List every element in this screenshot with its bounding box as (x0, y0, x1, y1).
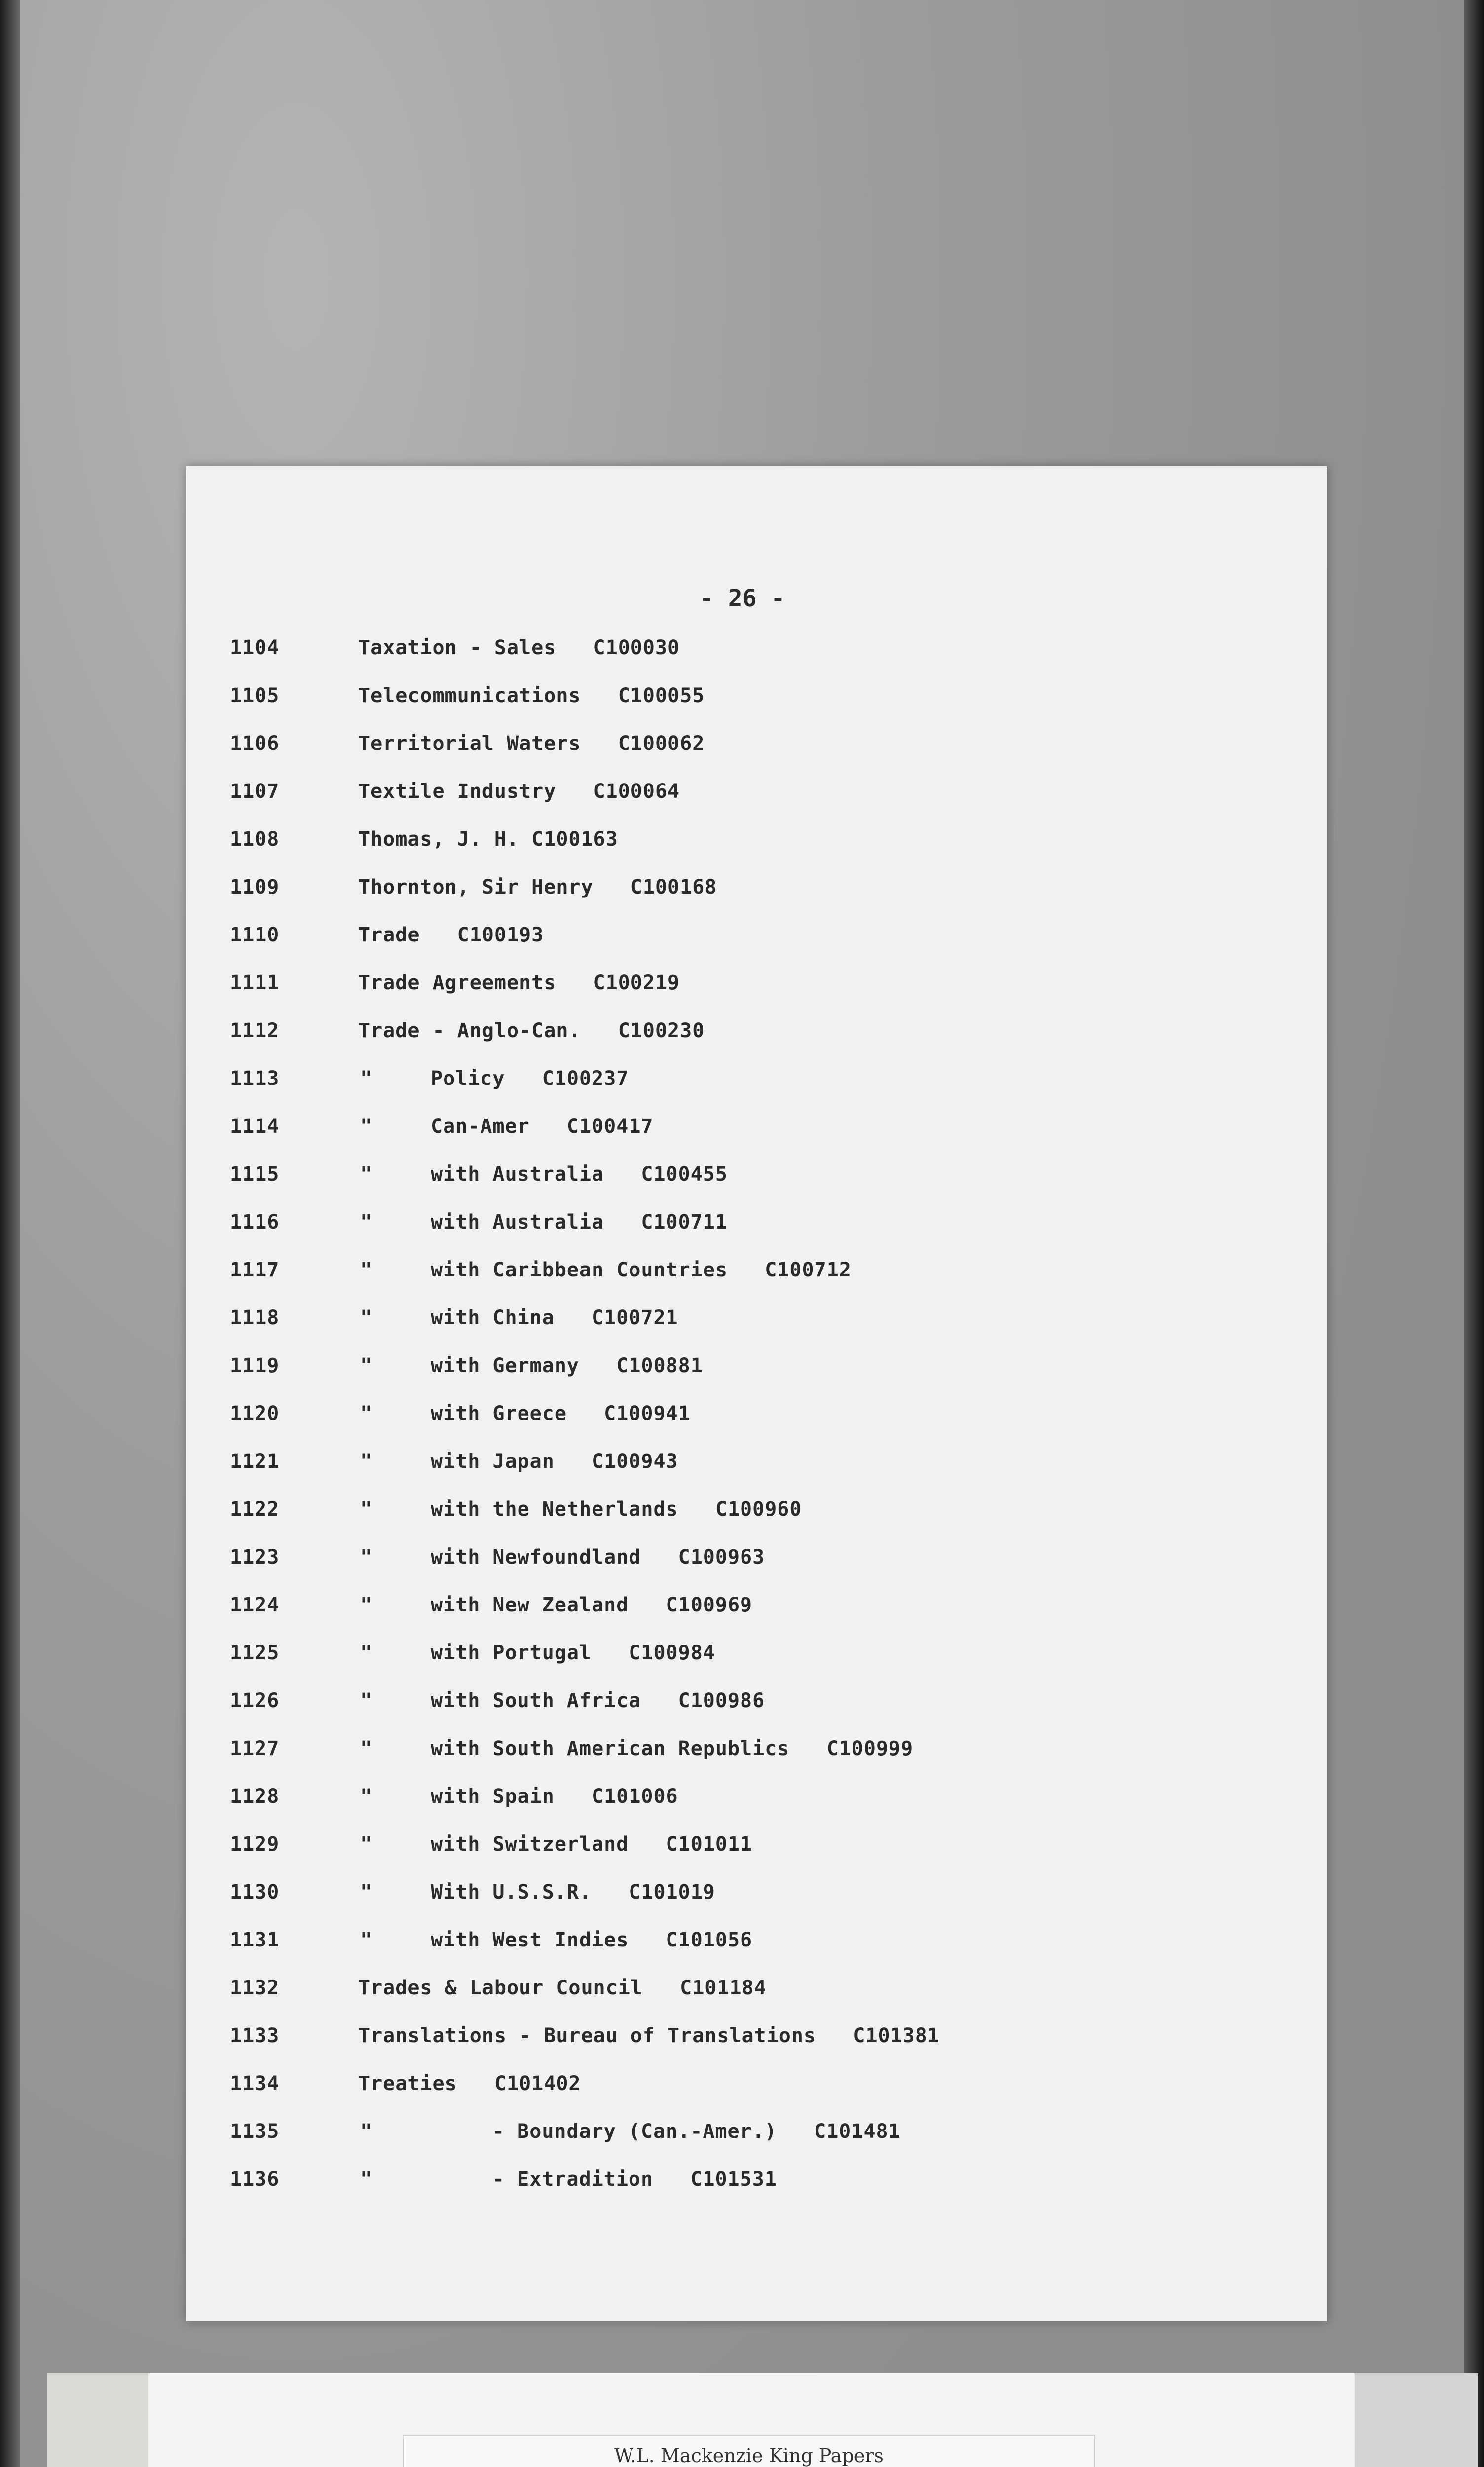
entry-text: with West Indies C101056 (431, 1929, 753, 1951)
entry-text: Trades & Labour Council C101184 (358, 1977, 767, 1999)
entry-text: with Australia C100711 (431, 1211, 728, 1234)
entry-text: with South Africa C100986 (431, 1689, 765, 1712)
list-item (186, 2024, 1327, 2072)
entry-text: Territorial Waters C100062 (358, 732, 705, 755)
list-item (186, 1067, 1327, 1115)
list-item (186, 732, 1327, 780)
ditto-mark: " (360, 1211, 373, 1234)
ditto-mark: " (360, 1785, 373, 1808)
entry-text: with Australia C100455 (431, 1163, 728, 1186)
entry-text: with Greece C100941 (431, 1402, 691, 1425)
entry-number: 1133 (230, 2024, 280, 2047)
list-item (186, 1546, 1327, 1594)
entry-text: Can-Amer C100417 (431, 1115, 654, 1138)
entry-number: 1121 (230, 1450, 280, 1473)
ditto-mark: " (360, 2120, 373, 2143)
entry-number: 1110 (230, 924, 280, 946)
entry-number: 1117 (230, 1259, 280, 1281)
list-item (186, 828, 1327, 876)
entry-number: 1131 (230, 1929, 280, 1951)
entry-text: with Spain C101006 (431, 1785, 678, 1808)
entry-text: Treaties C101402 (358, 2072, 581, 2095)
entry-number: 1122 (230, 1498, 280, 1521)
page-number: - 26 - (700, 585, 785, 612)
list-item (186, 876, 1327, 924)
entry-text: Trade Agreements C100219 (358, 972, 680, 994)
entry-number: 1127 (230, 1737, 280, 1760)
list-item (186, 1977, 1327, 2024)
list-item (186, 1402, 1327, 1450)
entry-text: - Boundary (Can.-Amer.) C101481 (492, 2120, 901, 2143)
entry-text: with Newfoundland C100963 (431, 1546, 765, 1569)
entry-number: 1123 (230, 1546, 280, 1569)
entry-number: 1115 (230, 1163, 280, 1186)
entry-list (186, 636, 1327, 2216)
list-item (186, 1019, 1327, 1067)
list-item (186, 1115, 1327, 1163)
ditto-mark: " (360, 1402, 373, 1425)
entry-number: 1114 (230, 1115, 280, 1138)
ditto-mark: " (360, 1689, 373, 1712)
entry-number: 1112 (230, 1019, 280, 1042)
entry-number: 1124 (230, 1594, 280, 1616)
entry-text: with South American Republics C100999 (431, 1737, 914, 1760)
ditto-mark: " (360, 1737, 373, 1760)
list-item (186, 1833, 1327, 1881)
entry-text: with China C100721 (431, 1307, 678, 1329)
list-item (186, 1163, 1327, 1211)
archive-stamp-card (67, 2373, 1448, 2467)
list-item (186, 1498, 1327, 1546)
ditto-mark: " (360, 1546, 373, 1569)
ditto-mark: " (360, 1881, 373, 1904)
list-item (186, 684, 1327, 732)
entry-number: 1111 (230, 972, 280, 994)
list-item (186, 1689, 1327, 1737)
list-item (186, 2168, 1327, 2216)
entry-number: 1113 (230, 1067, 280, 1090)
list-item (186, 636, 1327, 684)
entry-text: Telecommunications C100055 (358, 684, 705, 707)
ditto-mark: " (360, 1163, 373, 1186)
entry-text: Trade - Anglo-Can. C100230 (358, 1019, 705, 1042)
film-edge-left (0, 0, 20, 2467)
entry-number: 1106 (230, 732, 280, 755)
entry-number: 1104 (230, 636, 280, 659)
list-item (186, 1881, 1327, 1929)
ditto-mark: " (360, 1067, 373, 1090)
list-item (186, 1354, 1327, 1402)
entry-number: 1118 (230, 1307, 280, 1329)
entry-number: 1108 (230, 828, 280, 851)
entry-text: with Caribbean Countries C100712 (431, 1259, 852, 1281)
card-strip-right (1355, 2373, 1478, 2467)
ditto-mark: " (360, 1450, 373, 1473)
entry-text: Translations - Bureau of Translations C101381 (358, 2024, 940, 2047)
film-edge-right (1464, 0, 1484, 2467)
collection-name: W.L. Mackenzie King Papers (614, 2445, 884, 2467)
entry-number: 1128 (230, 1785, 280, 1808)
list-item (186, 1785, 1327, 1833)
entry-text: Textile Industry C100064 (358, 780, 680, 803)
entry-number: 1120 (230, 1402, 280, 1425)
entry-text: Thomas, J. H. C100163 (358, 828, 618, 851)
entry-text: with Japan C100943 (431, 1450, 678, 1473)
ditto-mark: " (360, 2168, 373, 2191)
ditto-mark: " (360, 1833, 373, 1856)
entry-text: with Portugal C100984 (431, 1642, 715, 1664)
collection-label-slip (403, 2435, 1095, 2467)
list-item (186, 972, 1327, 1019)
entry-text: with Switzerland C101011 (431, 1833, 753, 1856)
entry-number: 1132 (230, 1977, 280, 1999)
document-page (186, 466, 1327, 2321)
entry-text: with the Netherlands C100960 (431, 1498, 802, 1521)
entry-number: 1134 (230, 2072, 280, 2095)
card-strip-left (47, 2373, 148, 2467)
entry-text: with Germany C100881 (431, 1354, 703, 1377)
entry-number: 1135 (230, 2120, 280, 2143)
entry-text: Taxation - Sales C100030 (358, 636, 680, 659)
entry-number: 1116 (230, 1211, 280, 1234)
entry-number: 1130 (230, 1881, 280, 1904)
list-item (186, 1211, 1327, 1259)
list-item (186, 2072, 1327, 2120)
list-item (186, 780, 1327, 828)
list-item (186, 1307, 1327, 1354)
entry-text: With U.S.S.R. C101019 (431, 1881, 715, 1904)
entry-number: 1119 (230, 1354, 280, 1377)
entry-number: 1125 (230, 1642, 280, 1664)
entry-text: Thornton, Sir Henry C100168 (358, 876, 717, 898)
list-item (186, 924, 1327, 972)
list-item (186, 2120, 1327, 2168)
entry-number: 1126 (230, 1689, 280, 1712)
list-item (186, 1259, 1327, 1307)
ditto-mark: " (360, 1642, 373, 1664)
entry-number: 1136 (230, 2168, 280, 2191)
ditto-mark: " (360, 1354, 373, 1377)
ditto-mark: " (360, 1115, 373, 1138)
list-item (186, 1450, 1327, 1498)
list-item (186, 1929, 1327, 1977)
ditto-mark: " (360, 1498, 373, 1521)
entry-number: 1109 (230, 876, 280, 898)
list-item (186, 1642, 1327, 1689)
entry-number: 1107 (230, 780, 280, 803)
ditto-mark: " (360, 1594, 373, 1616)
entry-text: Policy C100237 (431, 1067, 629, 1090)
entry-text: - Extradition C101531 (492, 2168, 777, 2191)
list-item (186, 1594, 1327, 1642)
entry-number: 1105 (230, 684, 280, 707)
entry-text: with New Zealand C100969 (431, 1594, 753, 1616)
ditto-mark: " (360, 1929, 373, 1951)
ditto-mark: " (360, 1259, 373, 1281)
entry-text: Trade C100193 (358, 924, 544, 946)
list-item (186, 1737, 1327, 1785)
ditto-mark: " (360, 1307, 373, 1329)
entry-number: 1129 (230, 1833, 280, 1856)
